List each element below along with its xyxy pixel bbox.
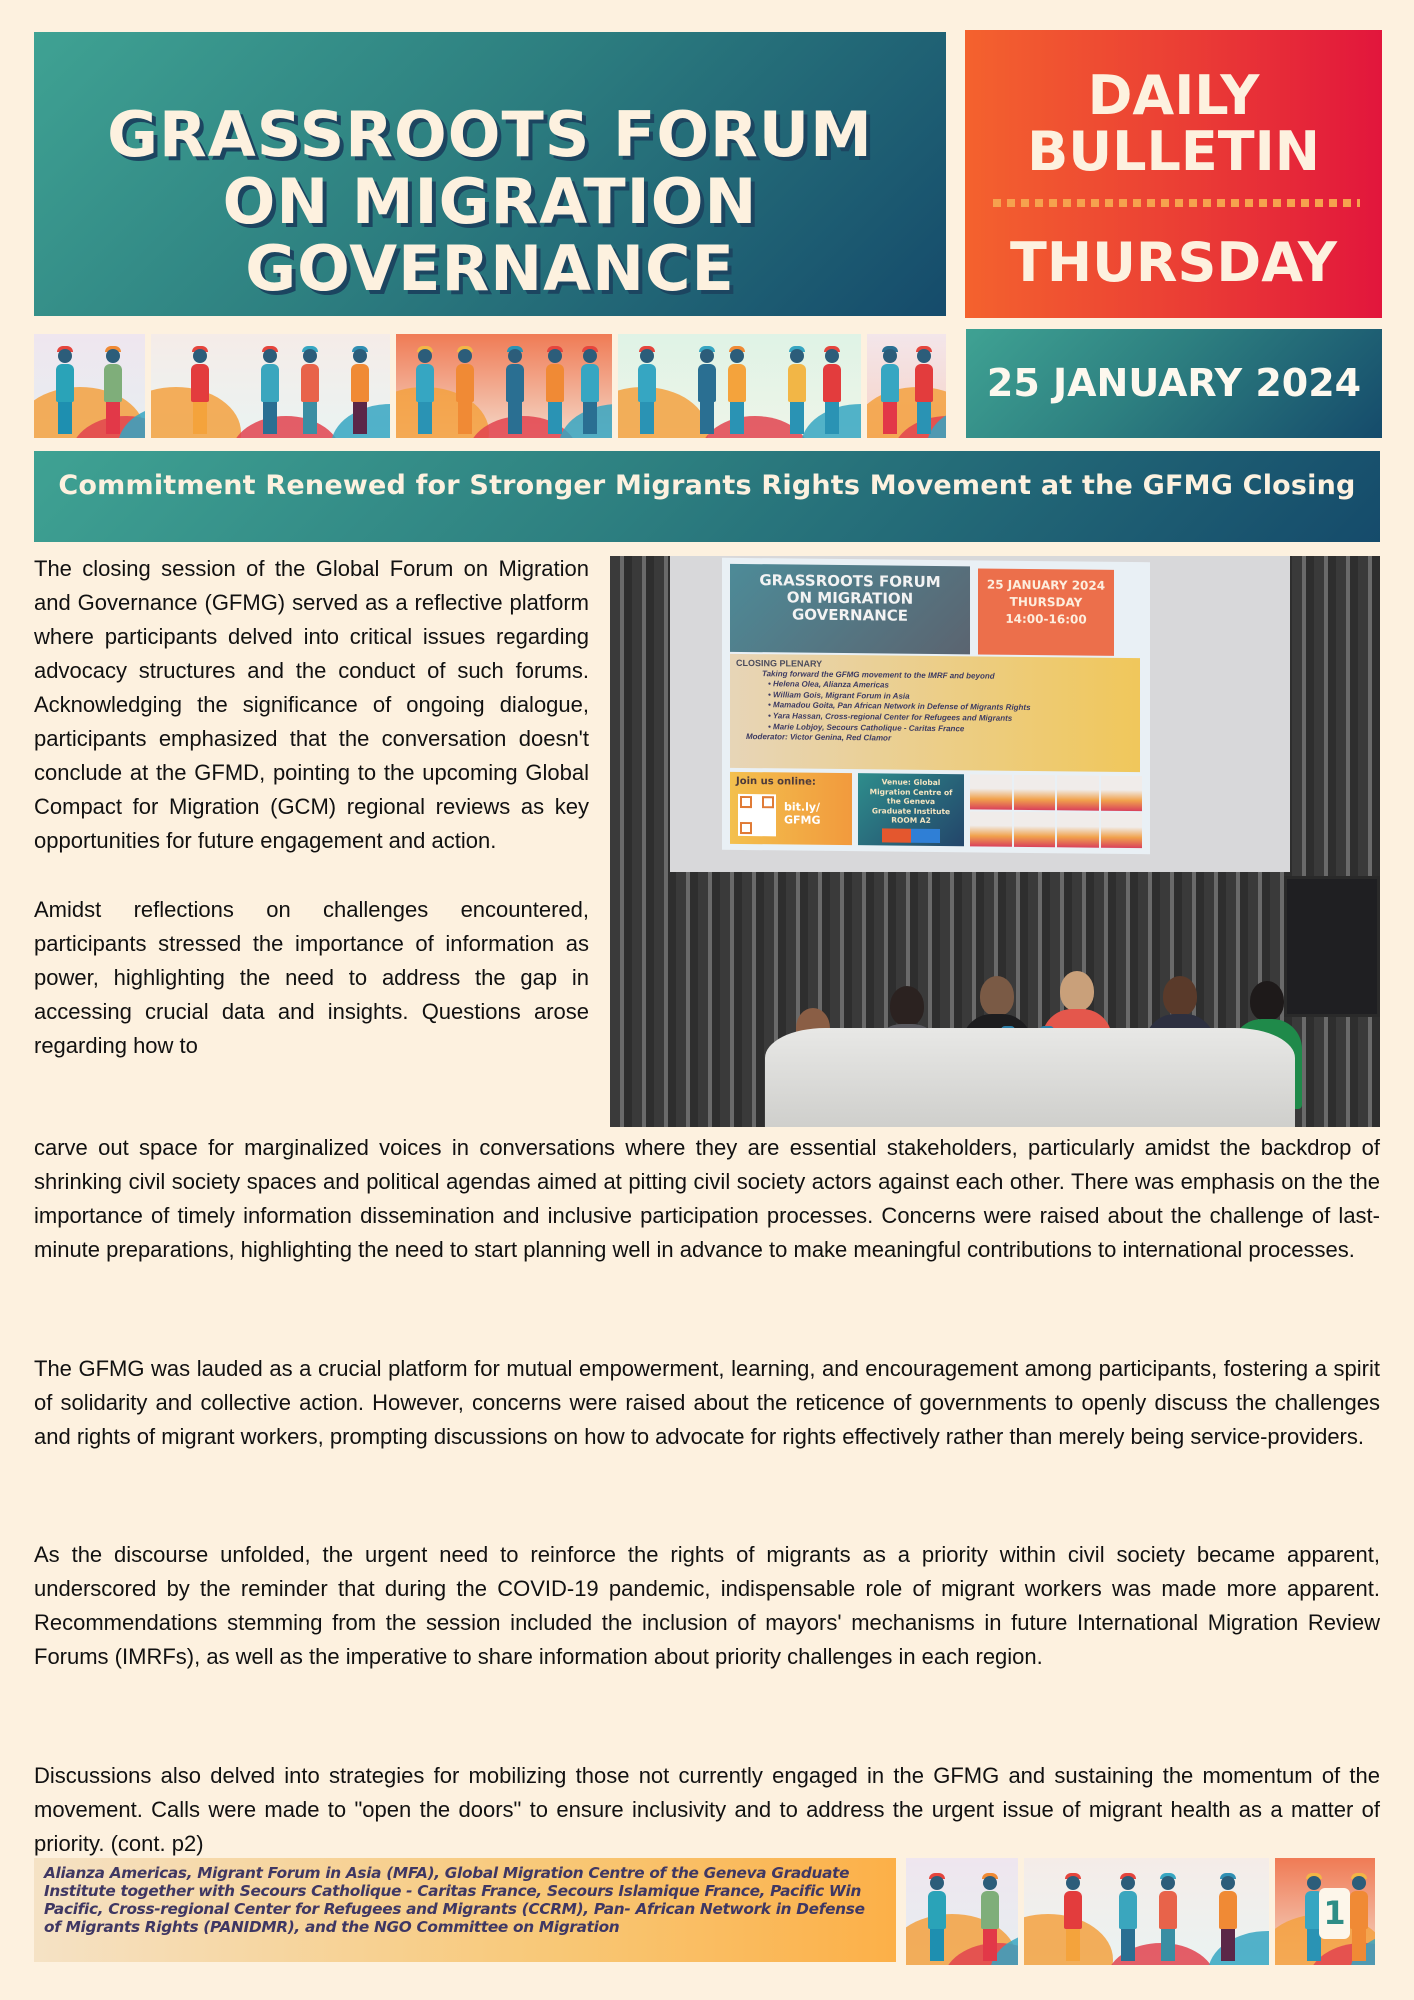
- worker-figure: [823, 346, 841, 434]
- qr-code-icon: [738, 794, 776, 836]
- slide-plenary-subtitle: Taking forward the GFMG movement to the IMRF and beyond: [762, 668, 995, 681]
- slide-title: [730, 564, 970, 655]
- forum-title-line: ON MIGRATION: [222, 165, 758, 238]
- worker-figure: [581, 346, 599, 434]
- worker-figure: [915, 346, 933, 434]
- worker-figure: [351, 346, 369, 434]
- organizers-list: Alianza Americas, Migrant Forum in Asia (MFA), Global Migration Centre of the Geneva Graduate Institute together with Secours Catholique - Caritas France, Secours Islamique France, Pacific Win Pacific, Cross-regional Center for Refugees and Migrants (CCRM), Pan- African Network in Defense of Migrants Rights (PANIDMR), and the NGO Committee on Migration: [44, 1864, 865, 1936]
- worker-figure: [104, 346, 122, 434]
- bulletin-label-daily: DAILY: [1087, 64, 1260, 127]
- slide-title-line: GRASSROOTS FORUM: [759, 571, 941, 592]
- worker-figure: [56, 346, 74, 434]
- bulletin-label-bulletin: BULLETIN: [1027, 120, 1320, 183]
- slide-venue-line: Graduate Institute: [871, 805, 951, 816]
- worker-figure: [881, 346, 899, 434]
- institute-logos: [882, 828, 940, 843]
- slide-venue-line: Venue: Global: [881, 777, 941, 788]
- organizers-footer: [34, 1858, 896, 1962]
- worker-figure: [928, 1873, 946, 1961]
- closing-plenary-photo: [610, 556, 1380, 1127]
- slide-date-line: THURSDAY: [1009, 594, 1083, 610]
- slide-link: bit.ly/ GFMG: [784, 800, 821, 827]
- slide-date-line: 25 JANUARY 2024: [986, 577, 1106, 593]
- migrant-workers-illustration-strip: [906, 1858, 1380, 1965]
- slide-venue-line: ROOM A2: [891, 815, 931, 825]
- illustration-panel: [151, 334, 389, 438]
- worker-figure: [301, 346, 319, 434]
- slide-speaker: • Mamadou Goita, Pan African Network in Defense of Migrants Rights: [768, 700, 1031, 713]
- worker-figure: [506, 346, 524, 434]
- worker-figure: [1350, 1873, 1368, 1961]
- illustration-panel: [618, 334, 860, 438]
- illustration-panel: [1024, 1858, 1269, 1965]
- article-paragraph: As the discourse unfolded, the urgent need to reinforce the rights of migrants as a priority within civil society became apparent, underscored by the reminder that during the COVID-19 pandemic, indispensable role of migrant workers was made more apparent. Recommendations stemming from the session included the inclusion of mayors' mechanisms in future International Migration Review Forums (IMRFs), as well as the imperative to share information about priority challenges in each region.: [34, 1542, 1380, 1669]
- worker-figure: [456, 346, 474, 434]
- article-paragraph: The GFMG was lauded as a crucial platform for mutual empowerment, learning, and encouragement among participants, fostering a spirit of solidarity and collective action. However, concerns were raised about the reticence of governments to openly discuss the challenges and rights of migrant workers, prompting discussions on how to advocate for rights effectively rather than merely being service-providers.: [34, 1356, 1380, 1449]
- slide-online-label: Join us online:: [736, 775, 816, 788]
- worker-figure: [191, 346, 209, 434]
- slide-plenary-heading: CLOSING PLENARY: [736, 657, 823, 669]
- worker-figure: [546, 346, 564, 434]
- slide-speaker-name: Marie Lobjoy, Secours Catholique - Caritas France: [773, 721, 965, 733]
- slide-moderator: Moderator: Victor Genina, Red Clamor: [746, 732, 892, 743]
- worker-figure: [728, 346, 746, 434]
- date-banner: [966, 329, 1382, 438]
- panel-table: [765, 1028, 1295, 1127]
- article-paragraph: Amidst reflections on challenges encountered, participants stressed the importance of information as power, highlighting the need to address the gap in accessing crucial data and insights. Questions arose regarding how to: [34, 897, 589, 1058]
- slide-venue-box: [858, 773, 964, 846]
- slide-speaker: • William Gois, Migrant Forum in Asia: [768, 690, 910, 701]
- illustration-panel: [867, 334, 946, 438]
- slide-title-line: GOVERNANCE: [791, 605, 909, 625]
- forum-title-banner: [34, 32, 946, 316]
- slide-venue-line: the Geneva: [886, 796, 936, 806]
- article-paragraph: The closing session of the Global Forum on Migration and Governance (GFMG) served as a reflective platform where participants delved into critical issues regarding advocacy structures and the conduct of such forums. Acknowledging the significance of ongoing dialogue, participants emphasized that the conversation doesn't conclude at the GFMD, pointing to the upcoming Global Compact for Migration (GCM) regional reviews as key opportunities for future engagement and action.: [34, 556, 589, 853]
- projected-slide: [722, 558, 1150, 854]
- slide-title-line: ON MIGRATION: [786, 588, 914, 608]
- slide-date-box: [978, 568, 1114, 655]
- worker-figure: [1064, 1873, 1082, 1961]
- dotted-divider: [993, 199, 1360, 207]
- slide-date-line: 14:00-16:00: [1005, 611, 1087, 627]
- worker-figure: [638, 346, 656, 434]
- slide-illustration-grid: [970, 774, 1142, 848]
- bulletin-date: 25 JANUARY 2024: [986, 361, 1362, 405]
- headline-banner: [34, 451, 1380, 542]
- slide-speaker-name: Yara Hassan, Cross-regional Center for Refugees and Migrants: [772, 711, 1013, 723]
- slide-online-box: [730, 772, 852, 845]
- slide-speaker: • Yara Hassan, Cross-regional Center for Refugees and Migrants: [768, 711, 1013, 723]
- article-paragraph: Discussions also delved into strategies for mobilizing those not currently engaged in the GFMG and sustaining the momentum of the movement. Calls were made to "open the doors" to ensure inclusivity and to address the urgent issue of migrant health as a matter of priority. (cont. p2): [34, 1763, 1380, 1856]
- worker-figure: [981, 1873, 999, 1961]
- worker-figure: [261, 346, 279, 434]
- page-number: 1: [1319, 1888, 1350, 1939]
- illustration-panel: [906, 1858, 1018, 1965]
- illustration-panel: [34, 334, 145, 438]
- slide-speaker: • Marie Lobjoy, Secours Catholique - Caritas France: [768, 721, 965, 733]
- daily-bulletin-badge: [965, 30, 1382, 318]
- migrant-workers-illustration-strip: [34, 334, 946, 438]
- article-headline: Commitment Renewed for Stronger Migrants Rights Movement at the GFMG Closing: [58, 470, 1356, 501]
- worker-figure: [416, 346, 434, 434]
- worker-figure: [1119, 1873, 1137, 1961]
- slide-speaker-name: Helena Olea, Alianza Americas: [773, 679, 889, 690]
- slide-speaker: • Helena Olea, Alianza Americas: [768, 679, 889, 690]
- article-paragraph: carve out space for marginalized voices in conversations where they are essential stakeholders, particularly amidst the backdrop of shrinking civil society spaces and political agendas aimed at pitting civil society actors against each other. There was emphasis on the the importance of timely information dissemination and inclusive participation processes. Concerns were raised about the challenge of last-minute preparations, highlighting the need to start planning well in advance to make meaningful contributions to international processes.: [34, 1135, 1380, 1262]
- slide-speaker-name: William Gois, Migrant Forum in Asia: [773, 690, 910, 701]
- bulletin-weekday: THURSDAY: [1010, 231, 1337, 294]
- slide-speaker-name: Mamadou Goita, Pan African Network in Defense of Migrants Rights: [773, 700, 1031, 713]
- forum-title-line: GOVERNANCE: [245, 232, 735, 305]
- forum-title-line: GRASSROOTS FORUM: [107, 98, 873, 171]
- worker-figure: [788, 346, 806, 434]
- worker-figure: [1219, 1873, 1237, 1961]
- illustration-panel: [396, 334, 613, 438]
- slide-venue-line: Migration Centre of: [869, 786, 953, 797]
- worker-figure: [698, 346, 716, 434]
- slide-plenary-panel: [730, 654, 1140, 772]
- worker-figure: [1159, 1873, 1177, 1961]
